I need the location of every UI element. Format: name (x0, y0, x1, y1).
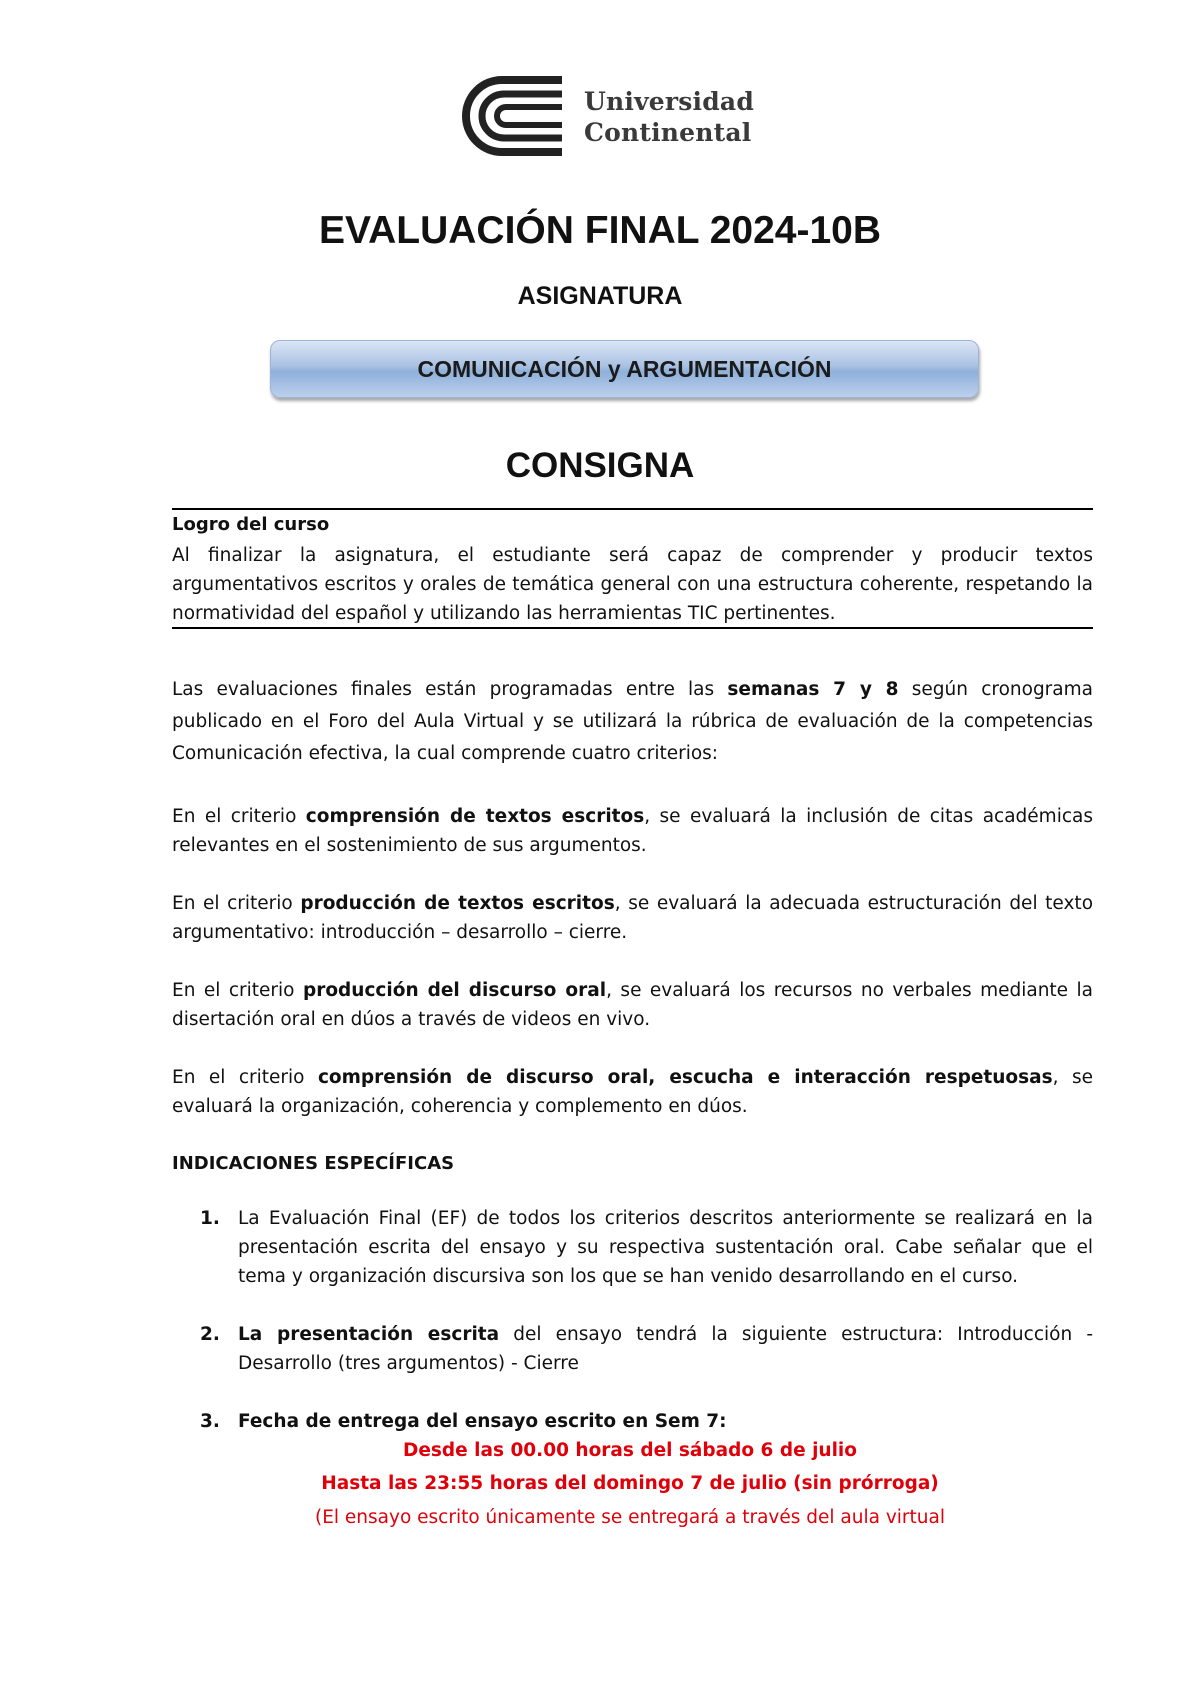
criterion-name: producción del discurso oral (302, 980, 607, 1001)
list-item (200, 1320, 1093, 1378)
criterion-pre: En el criterio (172, 980, 303, 1001)
criterion-post: , se evaluará los recursos no verbales mediante la disertación oral en dúos a través de videos en vivo. (172, 980, 1093, 1030)
logo-line-1: Universidad (584, 87, 755, 116)
criterion-post: , se evaluará la organización, coherencia y complemento en dúos. (172, 1067, 1093, 1117)
divider-bottom (172, 627, 1093, 629)
deadline-end: Hasta las 23:55 horas del domingo 7 de julio (sin prórroga) (321, 1473, 939, 1494)
item-bold: La presentación escrita (238, 1324, 500, 1345)
deadline-note: (El ensayo escrito únicamente se entregará a través del aula virtual (314, 1507, 945, 1528)
universidad-continental-logo-icon (462, 76, 572, 156)
subject-name: COMUNICACIÓN y ARGUMENTACIÓN (417, 355, 832, 382)
item-text (238, 1407, 1093, 1436)
intro-text-c: según cronograma publicado en el Foro del Aula Virtual y se utilizará la rúbrica de evaluación de la competencias Comunicación efectiva, la cual comprende cuatro criterios: (172, 679, 1093, 764)
item-number: 2. (200, 1324, 220, 1345)
subject-label: ASIGNATURA (517, 282, 683, 310)
consigna-heading: CONSIGNA (505, 446, 695, 485)
deadline-start: Desde las 00.00 horas del sábado 6 de julio (403, 1440, 857, 1461)
indicaciones-heading: INDICACIONES ESPECÍFICAS (172, 1153, 455, 1174)
criterion-name: comprensión de textos escritos (305, 806, 645, 827)
criterion-pre: En el criterio (172, 806, 306, 827)
item-number: 1. (200, 1208, 220, 1229)
university-logo (462, 76, 755, 156)
criterion-pre: En el criterio (172, 893, 301, 914)
criterion-post: , se evaluará la adecuada estructuración del texto argumentativo: introducción – desarrollo – cierre. (172, 893, 1094, 943)
criterion-paragraph (172, 976, 1093, 1034)
logo-line-2: Continental (584, 118, 752, 147)
criterion-paragraph (172, 1063, 1093, 1121)
criterion-post: , se evaluará la inclusión de citas académicas relevantes en el sostenimiento de sus argumentos. (172, 806, 1093, 856)
criterion-name: producción de textos escritos (300, 893, 615, 914)
list-item (200, 1407, 1093, 1436)
page-title: EVALUACIÓN FINAL 2024-10B (318, 209, 881, 252)
intro-paragraph (172, 674, 1093, 770)
criterion-paragraph (172, 802, 1093, 860)
item-body: del ensayo tendrá la siguiente estructura: Introducción - Desarrollo (tres argumentos) - Cierre (238, 1324, 1093, 1374)
item-text (238, 1320, 1093, 1378)
intro-text-a: Las evaluaciones finales están programadas entre las (172, 679, 728, 700)
logo-wordmark (584, 86, 754, 148)
logro-title: Logro del curso (172, 514, 330, 535)
list-item (200, 1204, 1093, 1291)
intro-text-bold: semanas 7 y 8 (727, 679, 899, 700)
item-number: 3. (200, 1411, 220, 1432)
divider-top (172, 508, 1093, 510)
criterion-name: comprensión de discurso oral, escucha e interacción respetuosas (317, 1067, 1053, 1088)
criterion-paragraph (172, 889, 1093, 947)
item-bold: Fecha de entrega del ensayo escrito en Sem 7: (238, 1411, 727, 1432)
logro-text: Al finalizar la asignatura, el estudiante será capaz de comprender y producir textos argumentativos escritos y orales de temática general con una estructura coherente, respetando la normatividad del español y utilizando las herramientas TIC pertinentes. (172, 545, 1093, 624)
item-body: La Evaluación Final (EF) de todos los criterios descritos anteriormente se realizará en la presentación escrita del ensayo y su respectiva sustentación oral. Cabe señalar que el tema y organización discursiva son los que se han venido desarrollando en el curso. (238, 1208, 1093, 1287)
item-text (238, 1204, 1093, 1291)
subject-banner (270, 340, 979, 398)
criterion-pre: En el criterio (172, 1067, 318, 1088)
